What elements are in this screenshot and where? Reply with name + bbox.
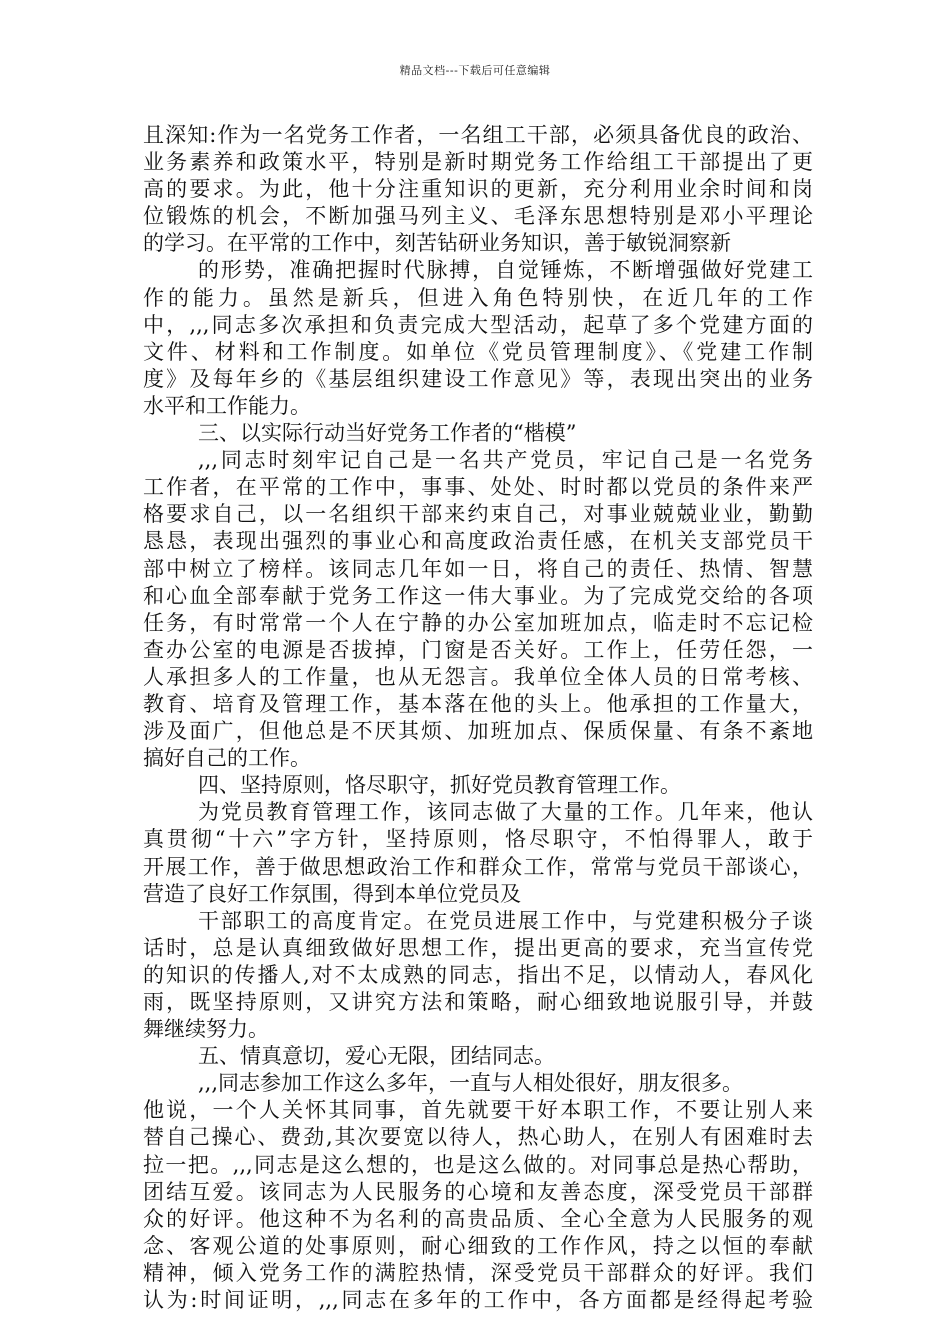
text-line: ,,,同志时刻牢记自己是一名共产党员，牢记自己是一名党务 <box>198 448 813 473</box>
text-line: 精神，倾入党务工作的满腔热情，深受党员干部群众的好评。我们 <box>143 1260 813 1285</box>
text-line: 恳恳，表现出强烈的事业心和高度政治责任感，在机关支部党员干 <box>143 529 813 554</box>
text-line: 且深知:作为一名党务工作者，一名组工干部，必须具备优良的政治、 <box>143 123 813 147</box>
text-line: 舞继续努力。 <box>143 1017 269 1042</box>
text-line: 业务素养和政策水平，特别是新时期党务工作给组工干部提出了更 <box>143 150 813 175</box>
text-line: 位锻炼的机会，不断加强马列主义、毛泽东思想特别是邓小平理论 <box>143 204 813 229</box>
text-line: 和心血全部奉献于党务工作这一伟大事业。为了完成党交给的各项 <box>143 583 813 608</box>
document-body <box>143 122 813 1314</box>
text-line: 他说，一个人关怀其同事，首先就要干好本职工作，不要让别人来 <box>143 1098 813 1123</box>
text-line: 部中树立了榜样。该同志几年如一日，将自己的责任、热情、智慧 <box>143 556 813 581</box>
text-line: 作的能力。虽然是新兵，但进入角色特别快，在近几年的工作 <box>143 285 813 310</box>
text-line: 度》及每年乡的《基层组织建设工作意见》等，表现出突出的业务 <box>143 366 813 391</box>
text-line: 替自己操心、费劲,其次要宽以待人，热心助人，在别人有困难时去 <box>143 1125 813 1150</box>
text-line: 涉及面广，但他总是不厌其烦、加班加点、保质保量、有条不紊地 <box>143 719 813 744</box>
text-line: 干部职工的高度肯定。在党员进展工作中，与党建积极分子谈 <box>198 908 813 933</box>
text-line: 水平和工作能力。 <box>143 393 311 418</box>
text-line: 的学习。在平常的工作中，刻苦钻研业务知识，善于敏锐洞察新 <box>143 231 731 256</box>
text-line: 营造了良好工作氛围，得到本单位党员及 <box>143 881 521 906</box>
text-line: 四、坚持原则，恪尽职守，抓好党员教育管理工作。 <box>198 773 681 798</box>
text-line: 众的好评。他这种不为名利的高贵品质、全心全意为人民服务的观 <box>143 1206 813 1231</box>
text-line: 拉一把。,,,同志是这么想的，也是这么做的。对同事总是热心帮助， <box>143 1152 813 1177</box>
text-line: 文件、材料和工作制度。如单位《党员管理制度》、《党建工作制 <box>143 339 813 364</box>
page-header: 精品文档---下载后可任意编辑 <box>399 64 551 77</box>
text-line: ,,,同志参加工作这么多年，一直与人相处很好，朋友很多。 <box>198 1071 744 1096</box>
text-line: 的知识的传播人,对不太成熟的同志，指出不足，以情动人，春风化 <box>143 962 813 987</box>
text-line: 搞好自己的工作。 <box>143 746 311 771</box>
text-line: 工作者，在平常的工作中，事事、处处、时时都以党员的条件来严 <box>143 475 813 500</box>
text-line: 真贯彻“十六”字方针，坚持原则，恪尽职守，不怕得罪人，敢于 <box>143 827 813 852</box>
text-line: 三、以实际行动当好党务工作者的“楷模” <box>198 421 577 446</box>
text-line: 认为:时间证明，,,,同志在多年的工作中，各方面都是经得起考验 <box>143 1288 813 1313</box>
text-line: 格要求自己，以一名组织干部来约束自己，对事业兢兢业业，勤勤 <box>143 502 813 527</box>
text-line: 任务，有时常常一个人在宁静的办公室加班加点，临走时不忘记检 <box>143 610 813 635</box>
text-line: 为党员教育管理工作，该同志做了大量的工作。几年来，他认 <box>198 800 813 825</box>
text-line: 查办公室的电源是否拔掉，门窗是否关好。工作上，任劳任怨，一 <box>143 637 813 662</box>
text-line: 话时，总是认真细致做好思想工作，提出更高的要求，充当宣传党 <box>143 935 813 960</box>
text-line: 雨，既坚持原则，又讲究方法和策略，耐心细致地说服引导，并鼓 <box>143 990 813 1014</box>
text-line: 高的要求。为此，他十分注重知识的更新，充分利用业余时间和岗 <box>143 177 813 202</box>
text-line: 教育、培育及管理工作，基本落在他的头上。他承担的工作量大， <box>143 691 813 716</box>
text-line: 念、客观公道的处事原则，耐心细致的工作作风，持之以恒的奉献 <box>143 1233 813 1258</box>
text-line: 中，,,,同志多次承担和负责完成大型活动，起草了多个党建方面的 <box>143 312 813 337</box>
text-line: 团结互爱。该同志为人民服务的心境和友善态度，深受党员干部群 <box>143 1179 813 1204</box>
text-line: 的形势，准确把握时代脉搏，自觉锤炼，不断增强做好党建工 <box>198 258 813 283</box>
text-line: 五、情真意切，爱心无限，团结同志。 <box>198 1044 555 1069</box>
text-line: 开展工作，善于做思想政治工作和群众工作，常常与党员干部谈心， <box>143 854 813 879</box>
text-line: 人承担多人的工作量，也从无怨言。我单位全体人员的日常考核、 <box>143 664 813 689</box>
